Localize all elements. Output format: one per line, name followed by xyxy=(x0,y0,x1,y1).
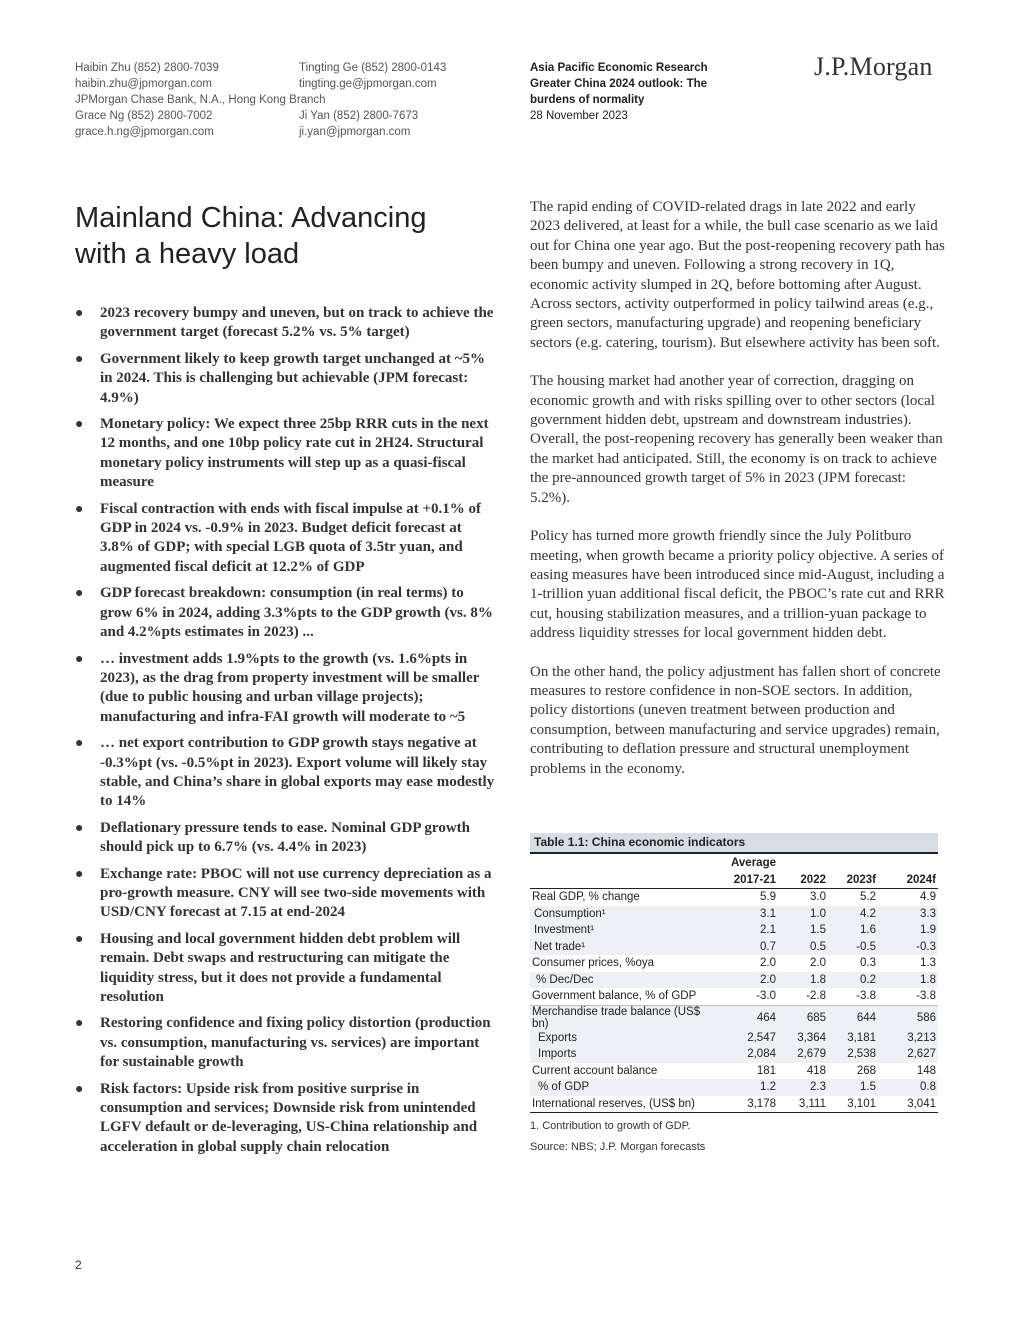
author-name-phone: Haibin Zhu (852) 2800-7039 xyxy=(75,62,219,74)
table-cell: 3,213 xyxy=(878,1030,938,1047)
report-title-line1: Greater China 2024 outlook: The xyxy=(530,78,708,90)
table-cell: 3,364 xyxy=(778,1030,828,1047)
row-label: % Dec/Dec xyxy=(530,972,718,989)
bullet-item: ● Restoring confidence and fixing policy distortion (production vs. consumption, manufacturing vs. services) are important for sustainable growth xyxy=(75,1015,491,1071)
table-cell: 1.8 xyxy=(878,972,938,989)
table-cell: 2,627 xyxy=(878,1046,938,1063)
table-cell: 4.2 xyxy=(828,906,878,923)
column-header: 2024f xyxy=(878,871,938,889)
table-cell: -3.8 xyxy=(856,990,876,1003)
bullet-item: ● Deflationary pressure tends to ease. Nominal GDP growth should pick up to 6.7% (vs. 4.4% in 2023) xyxy=(75,819,470,856)
row-label: Government balance, % of GDP xyxy=(532,990,697,1003)
bullet-dot-icon: ● xyxy=(75,1081,84,1097)
table-cell: -2.8 xyxy=(806,990,826,1003)
table-row xyxy=(530,972,938,989)
author-block-yan xyxy=(299,108,418,140)
table-cell: 586 xyxy=(878,1005,938,1030)
paragraph: On the other hand, the policy adjustment has fallen short of concrete measures to restore confidence in non-SOE sectors. In addition, policy distortions (uneven treatment between production and consumption, between manufacturing and service upgrades) remain, contributing to deflation pressure and structural unemployment problems in the economy. xyxy=(530,663,941,777)
table-row xyxy=(530,1046,938,1063)
author-branch: JPMorgan Chase Bank, N.A., Hong Kong Branch xyxy=(75,94,326,106)
table-cell: 0.3 xyxy=(860,957,876,970)
bullet-dot-icon: ● xyxy=(75,820,84,836)
author-block-ge xyxy=(299,60,446,92)
table-cell: 2.0 xyxy=(760,957,776,970)
table-row xyxy=(530,1063,938,1080)
table-cell: 3,178 xyxy=(718,1096,778,1113)
row-label: Consumption¹ xyxy=(530,906,718,923)
table-cell: 1.0 xyxy=(778,906,828,923)
table-cell: 268 xyxy=(856,1064,876,1077)
bullet-dot-icon: ● xyxy=(75,586,84,602)
report-info xyxy=(530,60,760,124)
table-cell: 3,111 xyxy=(778,1096,828,1113)
column-header-empty xyxy=(530,854,718,871)
table-cell: 3,181 xyxy=(828,1030,878,1047)
author-block-zhu xyxy=(75,60,326,108)
table-cell: 0.7 xyxy=(718,939,778,956)
bullet-item: ● Fiscal contraction with ends with fiscal impulse at +0.1% of GDP in 2024 vs. -0.9% in 2023. Budget deficit forecast at 3.8% of GDP; with special LGB quota of 3.5tr yuan, and augmented fiscal deficit at 12.2% of GDP xyxy=(75,500,482,575)
bullet-item: ● Housing and local government hidden debt problem will remain. Debt swaps and restructuring can mitigate the liquidity stress, but it does not provide a fundamental resolution xyxy=(75,930,461,1005)
table-row xyxy=(530,1096,938,1113)
table-cell: 685 xyxy=(778,1005,828,1030)
bullet-item: ● Monetary policy: We expect three 25bp RRR cuts in the next 12 months, and one 10bp policy rate cut in 2H24. Structural monetary policy instruments will step up as a quasi-fiscal measure xyxy=(75,416,489,491)
bullet-item: ● Risk factors: Upside risk from positive surprise in consumption and services; Downside risk from unintended LGFV default or de-leveraging, US-China relationship and acceleration in global supply chain relocation xyxy=(75,1080,478,1155)
bullet-item: ● 2023 recovery bumpy and uneven, but on track to achieve the government target (forecast 5.2% vs. 5% target) xyxy=(75,305,494,341)
bullet-dot-icon: ● xyxy=(75,651,84,667)
table-cell: 1.5 xyxy=(828,1079,878,1096)
row-label: International reserves, (US$ bn) xyxy=(530,1096,718,1113)
table-cell: -3.0 xyxy=(756,990,776,1003)
table-grid xyxy=(530,854,938,1113)
table-cell: 1.2 xyxy=(718,1079,778,1096)
jpmorgan-logo: J.P.Morgan xyxy=(814,52,933,81)
column-header: 2023f xyxy=(828,871,878,889)
table-row xyxy=(530,922,938,939)
table-row xyxy=(530,939,938,956)
bullet-dot-icon: ● xyxy=(75,931,84,947)
table-cell: 4.9 xyxy=(920,891,936,904)
table-title: Table 1.1: China economic indicators xyxy=(530,833,938,854)
key-points-list xyxy=(75,304,495,1164)
table-cell: 2.0 xyxy=(718,972,778,989)
table-row xyxy=(530,1030,938,1047)
column-header: 2022 xyxy=(778,871,828,889)
page-title xyxy=(75,200,475,272)
author-email[interactable]: ji.yan@jpmorgan.com xyxy=(299,126,411,138)
paragraph: The housing market had another year of correction, dragging on economic growth and with risks spilling over to other sectors (local government hidden debt, upstream and downstream industries). Overall, the post-reopening recovery has generally been weaker than the market had anticipated. Still, the economy is on track to achieve the pre-announced growth target of 5% in 2023 (JPM forecast: 5.2%). xyxy=(530,373,943,506)
table-row xyxy=(530,1079,938,1096)
table-cell: 1.6 xyxy=(828,922,878,939)
table-cell: 2,679 xyxy=(778,1046,828,1063)
table-source: Source: NBS; J.P. Morgan forecasts xyxy=(530,1141,706,1153)
bullet-dot-icon: ● xyxy=(75,351,84,367)
research-series: Asia Pacific Economic Research xyxy=(530,62,708,74)
table-cell: 2.3 xyxy=(778,1079,828,1096)
table-cell: 3,101 xyxy=(828,1096,878,1113)
table-cell: 1.5 xyxy=(778,922,828,939)
table-cell: 464 xyxy=(718,1005,778,1030)
bullet-item: ● Exchange rate: PBOC will not use currency depreciation as a pro-growth measure. CNY will see two-side movements with USD/CNY forecast at 7.15 at end-2024 xyxy=(75,865,492,921)
table-row xyxy=(530,1005,938,1030)
table-cell: 148 xyxy=(916,1064,936,1077)
table-cell: 2.0 xyxy=(810,957,826,970)
title-line2: with a heavy load xyxy=(75,238,300,270)
row-label: Net trade¹ xyxy=(530,939,718,956)
table-cell: 2,547 xyxy=(718,1030,778,1047)
table-cell: 1.3 xyxy=(920,957,936,970)
row-label: % of GDP xyxy=(530,1079,718,1096)
table-row xyxy=(530,955,938,972)
author-name-phone: Tingting Ge (852) 2800-0143 xyxy=(299,62,447,74)
table-body xyxy=(530,889,938,1113)
table-footnote: 1. Contribution to growth of GDP. xyxy=(530,1120,691,1132)
table-cell: -0.3 xyxy=(878,939,938,956)
bullet-item: ● Government likely to keep growth target unchanged at ~5% in 2024. This is challenging but achievable (JPM forecast: 4.9%) xyxy=(75,350,485,406)
bullet-dot-icon: ● xyxy=(75,1016,84,1032)
author-email[interactable]: haibin.zhu@jpmorgan.com xyxy=(75,78,212,90)
table-cell: 5.9 xyxy=(760,891,776,904)
bullet-dot-icon: ● xyxy=(75,417,84,433)
row-label: Imports xyxy=(530,1046,718,1063)
table-row xyxy=(530,889,938,906)
column-header-average: Average xyxy=(731,856,776,869)
row-label: Investment¹ xyxy=(530,922,718,939)
table-cell: 2,084 xyxy=(718,1046,778,1063)
table-row xyxy=(530,988,938,1005)
table-cell: 0.8 xyxy=(878,1079,938,1096)
table-cell: 0.5 xyxy=(778,939,828,956)
row-label: Consumer prices, %oya xyxy=(532,957,655,970)
title-line1: Mainland China: Advancing xyxy=(75,202,427,234)
table-cell: 3.1 xyxy=(718,906,778,923)
table-cell: 1.9 xyxy=(878,922,938,939)
column-header: 2017-21 xyxy=(718,871,778,889)
author-name-phone: Ji Yan (852) 2800-7673 xyxy=(299,110,419,122)
bullet-item: ● … net export contribution to GDP growth stays negative at -0.3%pt (vs. -0.5%pt in 2023). Export volume will likely stay stable, and China’s share in global exports may ease modestly to 14% xyxy=(75,735,495,810)
bullet-dot-icon: ● xyxy=(75,736,84,752)
author-email[interactable]: tingting.ge@jpmorgan.com xyxy=(299,78,437,90)
table-row xyxy=(530,906,938,923)
page-number: 2 xyxy=(75,1258,82,1272)
table-cell: 418 xyxy=(806,1064,826,1077)
author-name-phone: Grace Ng (852) 2800-7002 xyxy=(75,110,213,122)
author-email[interactable]: grace.h.ng@jpmorgan.com xyxy=(75,126,214,138)
table-cell: 3,041 xyxy=(878,1096,938,1113)
table-cell: -3.8 xyxy=(916,990,936,1003)
table-cell: 644 xyxy=(828,1005,878,1030)
report-date: 28 November 2023 xyxy=(530,110,628,122)
table-cell: 3.0 xyxy=(810,891,826,904)
indicators-table xyxy=(530,833,938,1154)
paragraph: The rapid ending of COVID-related drags in late 2022 and early 2023 delivered, at least for a while, the bull case scenario as we laid out for China one year ago. But the post-reopening recovery path has been bumpy and uneven. Following a strong recovery in 1Q, economic activity slumped in 2Q, before bottoming after August. Across sectors, activity outperformed in policy tailwind areas (e.g., green sectors, manufacturing upgrade) and reopening beneficiary sectors (e.g. catering, tourism). But elsewhere activity has been soft. xyxy=(530,199,945,351)
body-text xyxy=(530,198,946,798)
author-block-ng xyxy=(75,108,214,140)
row-label: Exports xyxy=(530,1030,718,1047)
row-label: Real GDP, % change xyxy=(532,891,640,904)
bullet-item: ● … investment adds 1.9%pts to the growth (vs. 1.6%pts in 2023), as the drag from property investment will be smaller (due to public housing and urban village projects); manufacturing and infra-FAI growth will moderate to ~5 xyxy=(75,650,480,725)
report-title-line2: burdens of normality xyxy=(530,94,645,106)
table-cell: 3.3 xyxy=(878,906,938,923)
table-cell: 5.2 xyxy=(860,891,876,904)
table-cell: 0.2 xyxy=(828,972,878,989)
row-label: Merchandise trade balance (US$ bn) xyxy=(530,1005,718,1030)
bullet-dot-icon: ● xyxy=(75,866,84,882)
row-label: Current account balance xyxy=(532,1064,658,1077)
table-cell: -0.5 xyxy=(828,939,878,956)
table-cell: 181 xyxy=(756,1064,776,1077)
bullet-dot-icon: ● xyxy=(75,501,84,517)
table-cell: 1.8 xyxy=(778,972,828,989)
table-cell: 2.1 xyxy=(718,922,778,939)
table-cell: 2,538 xyxy=(828,1046,878,1063)
paragraph: Policy has turned more growth friendly since the July Politburo meeting, when growth became a priority policy objective. A series of easing measures have been introduced since mid-August, including a 1-trillion yuan additional fiscal deficit, the PBOC’s rate cut and RRR cut, housing stabilization measures, and a trillion-yuan package to address liquidity stresses for local government hidden debt. xyxy=(530,528,945,642)
bullet-item: ● GDP forecast breakdown: consumption (in real terms) to grow 6% in 2024, adding 3.3%pts to the GDP growth (vs. 8% and 4.2%pts estimates in 2023) ... xyxy=(75,585,493,641)
bullet-dot-icon: ● xyxy=(75,306,84,321)
